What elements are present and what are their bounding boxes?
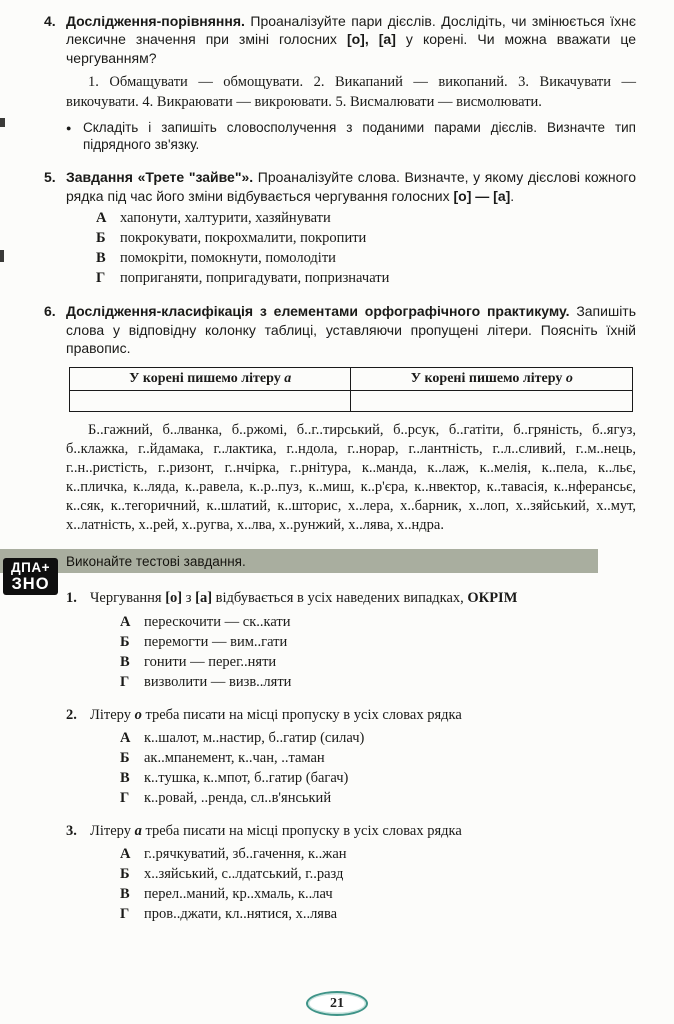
option-text: пров..джати, кл..нятися, х..лява [144, 906, 338, 923]
word-list: Б..гажний, б..лванка, б..ржомі, б..г..тирський, б..рсук, б..гатіти, б..гряність, б..ягуз, б..клажка, г..йдамака, г..лактика, г..ндола, г..норар, г..лантність, г..л..сливий, г..м..нець, г..н..ристість, г..ризонт, г..нчірка, г..рнітура, к..манда, к..лаж, к..мелія, к..пела, к..льє, к..пличка, к..ляда, к..равела, к..р..пуз, к..миш, к..р'єра, к..нвектор, к..тавасія, к..нферансьє, к..сяк, к..тегоричний, к..шлатий, к..шторис, х..лера, х..барник, х..лоп, х..зяйський, х..мут, х..латність, х..рей, х..ругва, х..лва, х..рунжий, х..лява, х..ндра. [66, 421, 636, 534]
exercise-title: Дослідження-класифікація з елементами орфографічного практикуму. [66, 303, 570, 320]
option-letter: А [120, 613, 131, 630]
option-g [90, 904, 636, 924]
option-letter: Б [120, 866, 130, 883]
option-letter: В [120, 769, 130, 786]
option-text: х..зяйський, с..лдатський, г..разд [144, 866, 344, 883]
column-header-o [351, 367, 633, 390]
option-a [90, 844, 636, 864]
option-text: хапонути, халтурити, хазяйнувати [120, 210, 331, 227]
option-text: поприганяти, попригадувати, попризначати [120, 270, 390, 287]
sub-task-text: Складіть і запишіть словосполучення з поданими парами дієслів. Визначте тип підрядного зв'язку. [83, 119, 636, 153]
exercise-6 [44, 302, 636, 535]
test-body [90, 705, 636, 808]
option-text: гонити — перег..няти [144, 653, 277, 670]
badge-line-2: ЗНО [11, 575, 50, 594]
test-number: 1. [66, 590, 77, 607]
test-number: 3. [66, 822, 77, 839]
intro-text: Проаналізуйте слова. Визначте, у якому дієслові кожного рядка під час його зміни відбувається чергування голосних [66, 169, 637, 204]
question-text: Літеру [90, 706, 135, 723]
question-bold: ОКРІМ [467, 590, 518, 607]
answer-options [90, 844, 636, 924]
answer-options [90, 728, 636, 808]
option-b [66, 228, 636, 248]
exercise-body [66, 168, 636, 288]
question-bold: [о] [165, 590, 183, 607]
option-letter: Б [96, 230, 106, 247]
exercise-number: 4. [44, 13, 56, 29]
option-letter: Г [120, 673, 130, 690]
header-text: У корені пишемо літеру [410, 370, 566, 386]
question-bold: [а] [195, 590, 213, 607]
option-text: г..рячкуватий, зб..гачення, к..жан [144, 846, 347, 863]
test-question [90, 588, 636, 608]
question-text: з [182, 590, 196, 607]
option-letter: Г [96, 270, 106, 287]
exercise-intro [66, 168, 636, 205]
option-text: визволити — визв..ляти [144, 673, 292, 690]
exercise-body [66, 12, 636, 154]
intro-text: Проаналізуйте пари дієслів. Дослідіть, чи змінюється їхнє лексичне значення при зміні голосних [66, 13, 636, 48]
table-header-row [69, 367, 632, 390]
option-letter: А [120, 846, 131, 863]
option-text: перескочити — ск..кати [144, 613, 291, 630]
question-text: треба писати на місці пропуску в усіх словах рядка [141, 706, 462, 723]
option-text: к..тушка, к..мпот, б..гатир (багач) [144, 769, 349, 786]
test-section-title: Виконайте тестові завдання. [66, 553, 246, 569]
exercise-number: 5. [44, 169, 56, 186]
header-letter: а [284, 370, 292, 386]
option-a [66, 208, 636, 228]
option-a [90, 612, 636, 632]
test-section-header [0, 549, 674, 594]
answer-options [90, 612, 636, 692]
test-2 [66, 705, 636, 808]
option-v [90, 652, 636, 672]
empty-cell [69, 390, 351, 411]
header-text: У корені пишемо літеру [129, 370, 285, 386]
test-body [90, 821, 636, 924]
intro-text: у корені. Чи можна вважати це чергуванням? [66, 31, 636, 66]
empty-cell [351, 390, 633, 411]
option-letter: Г [120, 789, 130, 806]
table-empty-row [69, 390, 632, 411]
test-body [90, 588, 636, 691]
exercise-5 [44, 168, 636, 288]
question-text: Чергування [90, 590, 166, 607]
exercise-number: 6. [44, 303, 56, 320]
exercise-intro [66, 12, 636, 67]
test-section-bar [0, 549, 598, 573]
dpa-zno-badge [3, 558, 58, 595]
column-header-a [69, 367, 351, 390]
test-1 [66, 588, 636, 691]
question-bold-italic: о [134, 706, 142, 723]
option-g [66, 268, 636, 288]
question-text: треба писати на місці пропуску в усіх словах рядка [141, 822, 462, 839]
option-a [90, 728, 636, 748]
question-bold-italic: а [134, 822, 142, 839]
exercise-4 [44, 12, 636, 154]
option-letter: В [96, 250, 106, 267]
option-letter: В [120, 886, 130, 903]
test-3 [66, 821, 636, 924]
option-text: к..ровай, ..ренда, сл..в'янський [144, 789, 332, 806]
option-b [90, 632, 636, 652]
intro-text: Запишіть слова у відповідну колонку таблиці, уставляючи пропущені літери. Поясніть їхній правопис. [66, 303, 637, 357]
option-letter: Б [120, 749, 130, 766]
sub-task [66, 119, 636, 155]
scan-artifact [0, 250, 4, 262]
question-text: Літеру [90, 822, 135, 839]
option-letter: А [120, 729, 131, 746]
option-b [90, 864, 636, 884]
option-letter: В [120, 653, 130, 670]
option-letter: Б [120, 633, 130, 650]
exercise-title: Завдання «Трете "зайве"». [66, 169, 254, 186]
page-number: 21 [306, 991, 368, 1016]
test-question [90, 705, 636, 725]
option-text: перемогти — вим..гати [144, 633, 288, 650]
scan-artifact [0, 118, 5, 127]
exercise-body [66, 302, 636, 535]
answer-options [66, 208, 636, 288]
option-text: перел..маний, кр..хмаль, к..лач [144, 886, 333, 903]
classification-table [69, 367, 633, 412]
option-letter: Г [120, 906, 130, 923]
test-question [90, 821, 636, 841]
option-text: ак..мпанемент, к..чан, ..таман [144, 749, 325, 766]
exercise-intro [66, 302, 636, 357]
test-number: 2. [66, 706, 77, 723]
option-v [90, 768, 636, 788]
intro-text: . [510, 187, 515, 204]
page-footer [0, 991, 674, 1016]
option-text: помокріти, помокнути, помолодіти [120, 250, 336, 267]
option-v [66, 248, 636, 268]
exercise-title: Дослідження-порівняння. [66, 13, 245, 29]
tests-block [0, 573, 674, 924]
header-letter: о [565, 370, 573, 386]
option-g [90, 788, 636, 808]
intro-bold: [о] — [а] [453, 187, 511, 204]
option-letter: А [96, 210, 107, 227]
intro-bold: [о], [а] [346, 31, 396, 48]
question-text: відбувається в усіх наведених випадках, [212, 590, 468, 607]
option-v [90, 884, 636, 904]
bullet-icon: ● [66, 122, 72, 133]
option-text: к..шалот, м..настир, б..гатир (силач) [144, 729, 365, 746]
verb-pairs: 1. Обмащувати — обмощувати. 2. Викапаний — викопаний. 3. Викачувати — викочувати. 4. Викраювати — викроювати. 5. Висмалювати — висмолювати. [66, 74, 636, 110]
badge-line-1: ДПА+ [11, 560, 50, 576]
option-g [90, 672, 636, 692]
option-b [90, 748, 636, 768]
option-text: покрокувати, покрохмалити, покропити [120, 230, 367, 247]
